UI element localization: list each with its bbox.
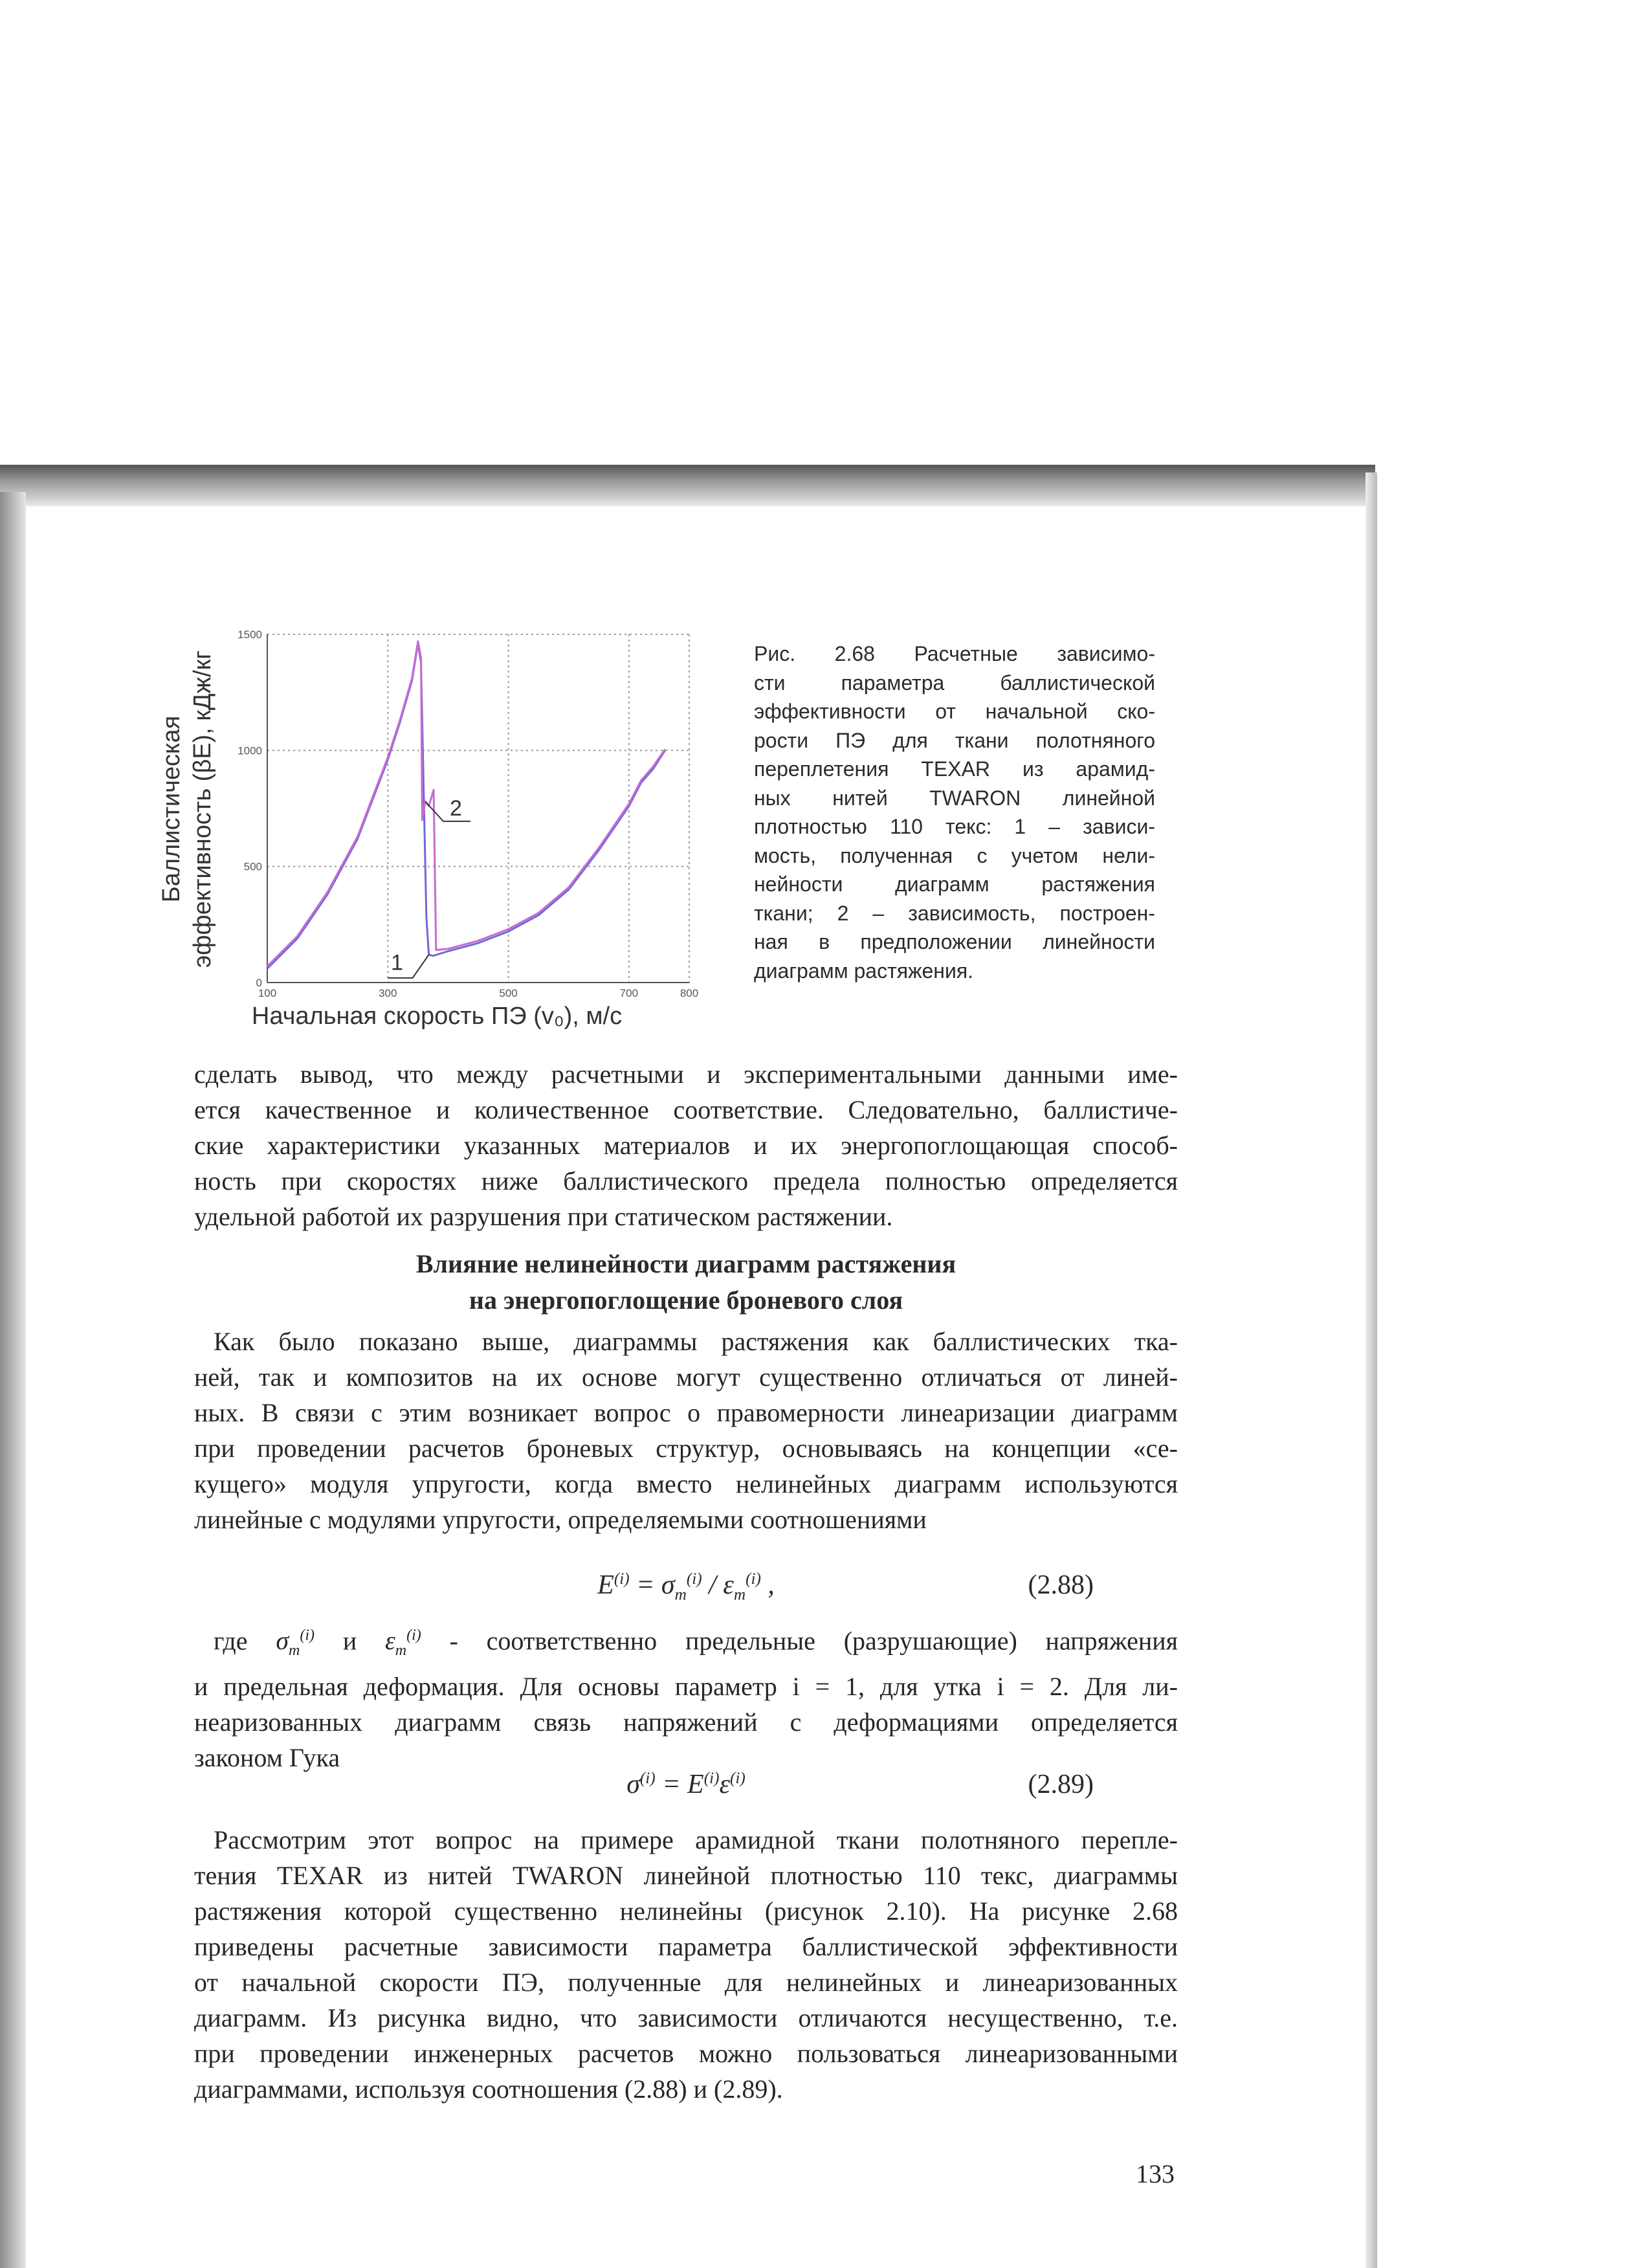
annotation-label-1: 1 <box>390 950 403 975</box>
chart-series <box>267 641 665 969</box>
text-line: при проведении инженерных расчетов можно пользоваться линеаризованными <box>194 2039 1178 2068</box>
text-line: тения TEXAR из нитей TWARON линейной плотностью 110 текс, диаграммы <box>194 1861 1178 1890</box>
figure <box>149 615 1184 1042</box>
text-line: удельной работой их разрушения при статическом растяжении. <box>194 1202 893 1231</box>
annotation-label-2: 2 <box>450 795 462 821</box>
x-tick-label: 700 <box>619 987 639 999</box>
text-fragment: и <box>342 1626 357 1656</box>
x-axis-label: Начальная скорость ПЭ (v₀), м/с <box>251 1003 623 1030</box>
caption-line: ткани; 2 – зависимость, построен- <box>754 901 1155 925</box>
text-line: при проведении расчетов броневых структур, основываясь на концепции «се- <box>194 1434 1178 1463</box>
caption-line: эффективности от начальной ско- <box>754 700 1155 723</box>
text-line: где $\sigma_m^{(i)}$ и $\varepsilon_m^{(i)}$ - соответственно предельные (разрушающие) напряжения <box>214 1626 1178 1660</box>
figure-caption <box>754 639 1155 985</box>
y-tick-label: 1500 <box>238 628 262 641</box>
text-line: от начальной скорости ПЭ, полученные для нелинейных и линеаризованных <box>194 1968 1178 1997</box>
y-axis-label-line2: эффективность (βE), кДж/кг <box>189 650 216 968</box>
text-line: ных. В связи с этим возникает вопрос о правомерности линеаризации диаграмм <box>194 1398 1178 1427</box>
section-heading-line2: на энергопоглощение броневого слоя <box>469 1285 903 1315</box>
annotation-leader-2 <box>425 801 470 821</box>
x-tick-label: 500 <box>499 987 518 999</box>
equation-2-88 <box>194 1570 1178 1615</box>
equation-formula: $\sigma^{(i)} = E^{(i)}\varepsilon^{(i)}$ <box>626 1770 746 1799</box>
caption-line: сти параметра баллистической <box>754 671 1155 695</box>
caption-line: диаграмм растяжения. <box>754 959 974 983</box>
caption-line: мость, полученная с учетом нели- <box>754 843 1155 867</box>
caption-line: ных нитей TWARON линейной <box>754 786 1155 810</box>
x-tick-label: 100 <box>258 987 277 999</box>
text-line: неаризованных диаграмм связь напряжений с деформациями определяется <box>194 1707 1178 1737</box>
caption-line: переплетения TEXAR из арамид- <box>754 757 1155 781</box>
text-line: ские характеристики указанных материалов и их энергопоглощающая способ- <box>194 1131 1178 1160</box>
text-line: ется качественное и количественное соответствие. Следовательно, баллистиче- <box>194 1095 1178 1124</box>
text-line: ней, так и композитов на их основе могут существенно отличаться от линей- <box>194 1362 1178 1392</box>
text-fragment: где <box>214 1626 248 1656</box>
text-fragment: - соответственно предельные (разрушающие) напряжения <box>449 1626 1178 1656</box>
page-shadow-right <box>1365 472 1377 2268</box>
text-line: диаграмм. Из рисунка видно, что зависимости отличаются несущественно, т.е. <box>194 2003 1178 2032</box>
y-tick-label: 500 <box>243 860 262 873</box>
caption-line: ная в предположении линейности <box>754 930 1155 953</box>
paragraph-intro <box>194 1324 1178 1537</box>
text-line: Рассмотрим этот вопрос на примере арамидной ткани полотняного перепле- <box>214 1825 1178 1854</box>
y-tick-label: 0 <box>256 977 262 989</box>
ballistic-efficiency-chart <box>149 615 751 1042</box>
series-line-2 <box>267 641 665 966</box>
equation-number: (2.88) <box>1028 1570 1094 1600</box>
text-line: кущего» модуля упругости, когда вместо нелинейных диаграмм используются <box>194 1469 1178 1498</box>
text-line: сделать вывод, что между расчетными и экспериментальными данными име- <box>194 1060 1178 1089</box>
paragraph-example <box>194 1822 1178 2107</box>
text-line: приведены расчетные зависимости параметра баллистической эффективности <box>194 1932 1178 1961</box>
text-line: линейные с модулями упругости, определяемыми соотношениями <box>194 1505 927 1534</box>
page-shadow-left <box>0 492 26 2268</box>
caption-line: рости ПЭ для ткани полотняного <box>754 728 1155 752</box>
text-line: растяжения которой существенно нелинейны (рисунок 2.10). На рисунке 2.68 <box>194 1896 1178 1926</box>
equation-2-89 <box>194 1769 1178 1814</box>
x-tick-label: 300 <box>379 987 397 999</box>
caption-line: нейности диаграмм растяжения <box>754 873 1155 896</box>
series-line-1 <box>267 643 665 968</box>
y-axis-label-line1: Баллистическая <box>158 715 185 903</box>
caption-line: Рис. 2.68 Расчетные зависимо- <box>754 642 1155 665</box>
text-line: Как было показано выше, диаграммы растяжения как баллистических тка- <box>214 1327 1178 1356</box>
y-tick-label: 1000 <box>238 744 262 757</box>
equation-formula: $E^{(i)} = \sigma_m^{(i)} / \varepsilon_m^{(i)}$ , <box>597 1570 775 1604</box>
text-line: и предельная деформация. Для основы параметр i = 1, для утка i = 2. Для ли- <box>194 1672 1178 1702</box>
section-heading <box>194 1246 1178 1318</box>
section-heading-line1: Влияние нелинейности диаграмм растяжения <box>415 1249 956 1278</box>
equation-number: (2.89) <box>1028 1770 1094 1799</box>
paragraph-conclusion <box>194 1056 1178 1234</box>
page-shadow-top <box>0 465 1375 506</box>
text-line: диаграммами, используя соотношения (2.88) и (2.89). <box>194 2074 783 2104</box>
page-number: 133 <box>1136 2159 1175 2188</box>
text-line: законом Гука <box>194 1743 340 1773</box>
paragraph-definitions <box>194 1618 1178 1775</box>
caption-line: плотностью 110 текс: 1 – зависи- <box>754 815 1155 838</box>
text-line: ность при скоростях ниже баллистического предела полностью определяется <box>194 1166 1178 1195</box>
x-tick-label: 800 <box>680 987 699 999</box>
